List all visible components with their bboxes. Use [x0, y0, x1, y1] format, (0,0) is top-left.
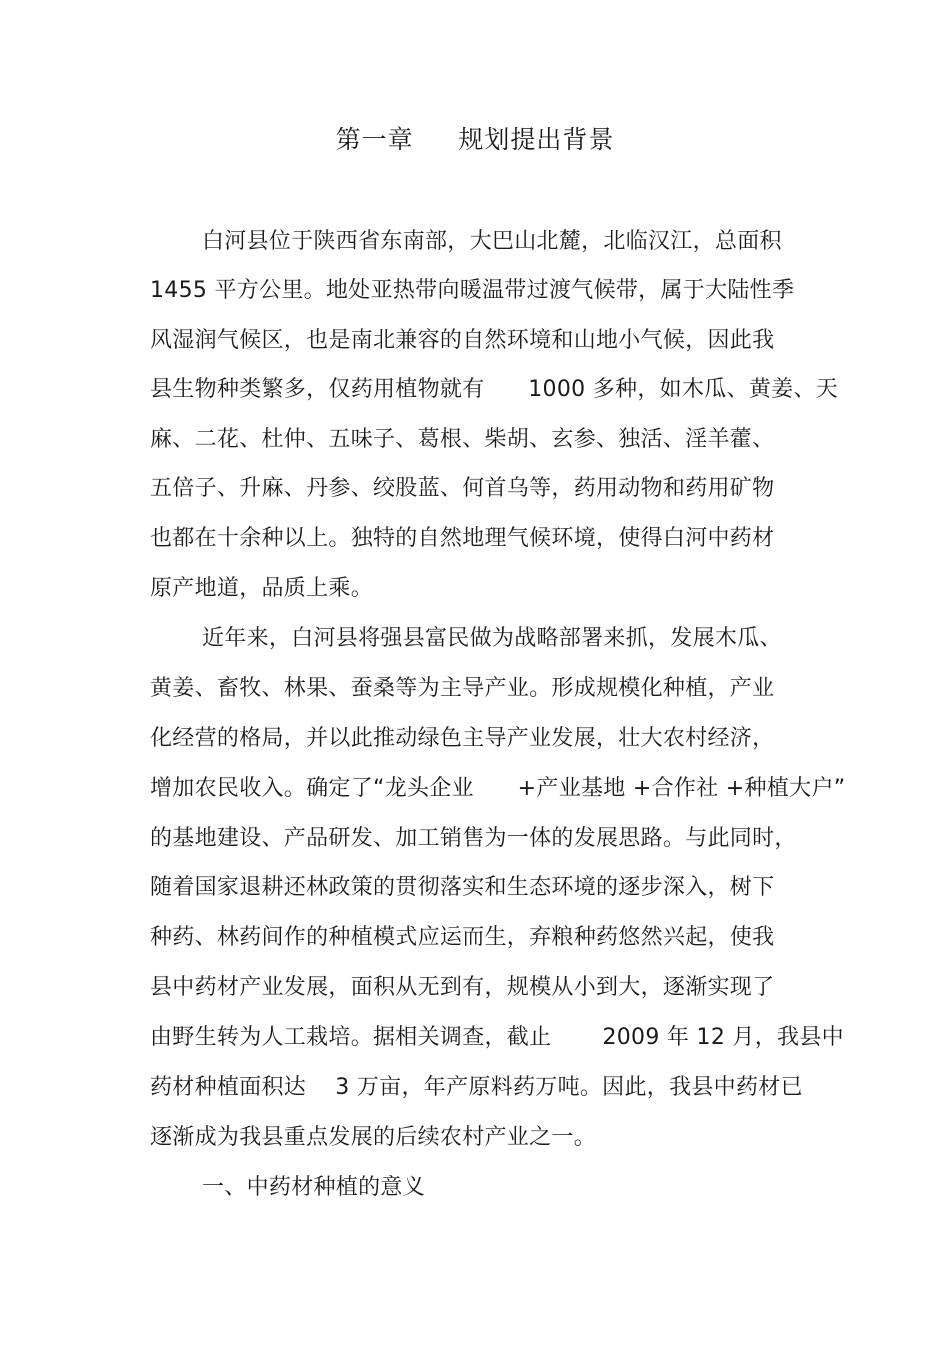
- paragraph-line: 原产地道，品质上乘。: [150, 576, 374, 601]
- paragraph-line: 增加农民收入。确定了“龙头企业 +产业基地 +合作社 +种植大户”: [150, 776, 846, 801]
- paragraph-line: 化经营的格局，并以此推动绿色主导产业发展，壮大农村经济，: [150, 726, 775, 751]
- paragraph-line: 县中药材产业发展，面积从无到有，规模从小到大，逐渐实现了: [150, 975, 775, 1000]
- paragraph-line: 由野生转为人工栽培。据相关调查，截止 2009 年 12 月，我县中: [150, 1025, 844, 1050]
- paragraph-line: 种药、林药间作的种植模式应运而生，弃粮种药悠然兴起，使我: [150, 925, 775, 950]
- paragraph-line: 麻、二花、杜仲、五味子、葛根、柴胡、玄参、独活、淫羊藿、: [150, 427, 775, 452]
- paragraph-line: 风湿润气候区，也是南北兼容的自然环境和山地小气候，因此我: [150, 328, 775, 353]
- paragraph-line: 五倍子、升麻、丹参、绞股蓝、何首乌等，药用动物和药用矿物: [150, 476, 775, 501]
- chapter-title: 第一章 规划提出背景: [335, 125, 615, 154]
- paragraph-line: 黄姜、畜牧、林果、蚕桑等为主导产业。形成规模化种植，产业: [150, 676, 775, 701]
- paragraph-line: 县生物种类繁多，仅药用植物就有 1000 多种，如木瓜、黄姜、天: [150, 377, 839, 402]
- paragraph-line: 也都在十余种以上。独特的自然地理气候环境，使得白河中药材: [150, 526, 775, 551]
- paragraph-line: 药材种植面积达 3 万亩，年产原料药万吨。因此，我县中药材已: [150, 1075, 803, 1100]
- paragraph-line: 白河县位于陕西省东南部，大巴山北麓，北临汉江，总面积: [202, 229, 782, 254]
- paragraph-line: 近年来，白河县将强县富民做为战略部署来抓，发展木瓜、: [202, 626, 782, 651]
- paragraph-line: 的基地建设、产品研发、加工销售为一体的发展思路。与此同时，: [150, 826, 797, 851]
- paragraph-line: 随着国家退耕还林政策的贯彻落实和生态环境的逐步深入，树下: [150, 875, 775, 900]
- paragraph-line: 1455 平方公里。地处亚热带向暖温带过渡气候带，属于大陆性季: [150, 278, 795, 303]
- section-heading: 一、中药材种植的意义: [202, 1175, 426, 1200]
- paragraph-line: 逐渐成为我县重点发展的后续农村产业之一。: [150, 1125, 597, 1150]
